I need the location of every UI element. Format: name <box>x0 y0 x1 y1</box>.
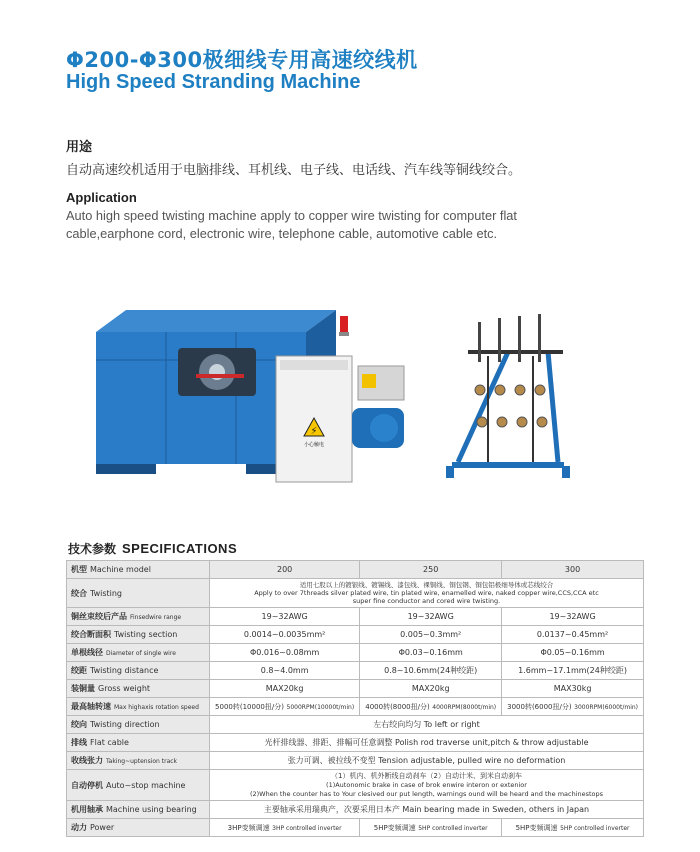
table-cell: 左右绞向均匀 To left or right <box>210 716 644 734</box>
table-cell: 3000转(6000扭/分) <box>507 702 572 711</box>
twisting-line-1: 适用七股以上的镀银线、镀锡线、漆包线、裸铜线、铜包钢、铜包铝极细导体或芯线绞合 <box>299 581 554 589</box>
row-label-cn: 收线张力 <box>71 756 103 765</box>
row-label-en: Auto~stop machine <box>106 780 186 790</box>
row-label-en: Twisting distance <box>90 666 159 675</box>
auto-stop-line-2: (1)Autonomic brake in case of brok enwire interon or extenior <box>326 780 527 789</box>
table-cell: 主要轴承采用瑞典产，次要采用日本产 Main bearing made in Sweden, others in Japan <box>210 801 644 819</box>
table-row <box>67 698 644 716</box>
row-label-en: Gross weight <box>98 684 151 693</box>
model-300: 300 <box>502 561 644 579</box>
table-row <box>67 734 644 752</box>
stranding-machine-image <box>96 300 416 490</box>
table-row <box>67 579 644 608</box>
row-label-cn: 绞距 <box>71 666 87 675</box>
row-label-en: Max highaxis rotation speed <box>114 704 199 711</box>
twisting-line-2: Apply to over 7threads silver plated wire, tin plated wire, enamelled wire, naked copper wire,CCS,CCA etc <box>254 589 599 597</box>
row-label-cn: 绞合断面积 <box>71 630 111 639</box>
table-cell: 4000RPM(8000t/min) <box>432 703 497 711</box>
table-row <box>67 608 644 626</box>
table-cell: 3HP变频调速 <box>227 823 270 832</box>
table-row <box>67 626 644 644</box>
table-cell: 张力可调、被拉线不变型 Tension adjustable, pulled wire no deformation <box>210 752 644 770</box>
table-row <box>67 561 644 579</box>
application-text-en: Auto high speed twisting machine apply to copper wire twisting for computer flat cable,earphone cord, electronic wire, telephone cable, automotive cable etc. <box>66 208 517 241</box>
table-cell: MAX20kg <box>360 680 502 698</box>
application-heading-cn: 用途 <box>66 140 93 155</box>
table-cell: MAX20kg <box>210 680 360 698</box>
table-cell: 光杆排线器、排距、排幅可任意调整 Polish rod traverse unit,pitch & throw adjustable <box>210 734 644 752</box>
table-row <box>67 644 644 662</box>
table-row <box>67 770 644 801</box>
model-200: 200 <box>210 561 360 579</box>
table-cell: 5HP变频调速 <box>373 823 416 832</box>
table-cell: Φ0.03~0.16mm <box>360 644 502 662</box>
row-label-cn: 最高轴转速 <box>71 702 111 711</box>
application-text-cn: 自动高速绞机适用于电脑排线、耳机线、电子线、电话线、汽车线等铜线绞合。 <box>66 163 522 178</box>
table-cell: 1.6mm~17.1mm(24种绞距) <box>502 662 644 680</box>
row-label-cn: 铜丝束绞后产品 <box>71 612 127 621</box>
row-label-cn: 机用轴承 <box>71 805 103 814</box>
table-cell: 5HP controlled inverter <box>418 824 488 832</box>
table-row <box>67 801 644 819</box>
specifications-heading-en: SPECIFICATIONS <box>122 541 238 556</box>
page-title-en: High Speed Stranding Machine <box>66 71 361 93</box>
row-label-en: Twisting <box>90 588 123 598</box>
application-heading-en: Application <box>66 190 137 205</box>
table-cell: 0.0137~0.45mm² <box>502 626 644 644</box>
table-row <box>67 662 644 680</box>
table-cell: 0.8~10.6mm(24种绞距) <box>360 662 502 680</box>
row-label-en: Twisting direction <box>90 720 160 729</box>
row-label-cn: 装铜量 <box>71 684 95 693</box>
row-label-cn: 单根线径 <box>71 648 103 657</box>
row-label-en: Flat cable <box>90 738 129 747</box>
row-label-cn: 自动停机 <box>71 780 103 790</box>
table-cell: MAX30kg <box>502 680 644 698</box>
page-title-cn: Φ200-Φ300极细线专用高速绞线机 <box>66 48 418 72</box>
table-cell: 0.005~0.3mm² <box>360 626 502 644</box>
specifications-heading <box>68 540 237 557</box>
row-label-en: Power <box>90 823 115 832</box>
table-row <box>67 716 644 734</box>
auto-stop-line-3: (2)When the counter has to Your clesived our put length, warnings ound will be heard and the machinestops <box>249 789 604 798</box>
table-cell: 5HP controlled inverter <box>560 824 630 832</box>
table-cell: Φ0.016~0.08mm <box>210 644 360 662</box>
auto-stop-line-1: （1）机内、机外断线自动刹车（2）自动计米、到米自动刹车 <box>331 771 522 780</box>
row-label-cn: 绞向 <box>71 720 87 729</box>
row-label-en: Machine model <box>90 565 151 574</box>
table-cell: 4000转(8000扭/分) <box>365 702 430 711</box>
row-label-en: Finsedwire range <box>130 614 182 621</box>
table-cell: 3HP controlled inverter <box>272 824 342 832</box>
table-cell: 0.8~4.0mm <box>210 662 360 680</box>
row-label-en: Twisting section <box>114 630 178 639</box>
row-label-cn: 排线 <box>71 738 87 747</box>
table-row <box>67 819 644 837</box>
specifications-table <box>66 560 644 837</box>
table-cell: 19~32AWG <box>360 608 502 626</box>
row-label-cn: 动力 <box>71 823 87 832</box>
row-label-cn: 机型 <box>71 565 87 574</box>
table-cell: 19~32AWG <box>210 608 360 626</box>
model-250: 250 <box>360 561 502 579</box>
twisting-line-3: super fine conductor and cored wire twisting. <box>352 597 501 605</box>
table-cell: 3000RPM(6000t/min) <box>574 703 638 711</box>
table-cell: Φ0.05~0.16mm <box>502 644 644 662</box>
row-label-en: Diameter of single wire <box>106 650 176 657</box>
table-cell: 5HP变频调速 <box>515 823 558 832</box>
bobbin-rack-image <box>438 312 578 482</box>
table-row <box>67 680 644 698</box>
table-cell: 19~32AWG <box>502 608 644 626</box>
table-cell: 5000RPM(10000t/min) <box>286 703 355 711</box>
table-cell: 0.0014~0.0035mm² <box>210 626 360 644</box>
table-cell: 5000转(10000扭/分) <box>215 702 284 711</box>
table-row <box>67 752 644 770</box>
svg-text:⚡: ⚡ <box>310 426 318 437</box>
row-label-cn: 绞合 <box>71 588 87 598</box>
warning-label: 小心触电 <box>303 442 325 448</box>
specifications-heading-cn: 技术参数 <box>68 542 117 556</box>
row-label-en: Taking~uptension track <box>106 758 178 765</box>
row-label-en: Machine using bearing <box>106 805 197 814</box>
